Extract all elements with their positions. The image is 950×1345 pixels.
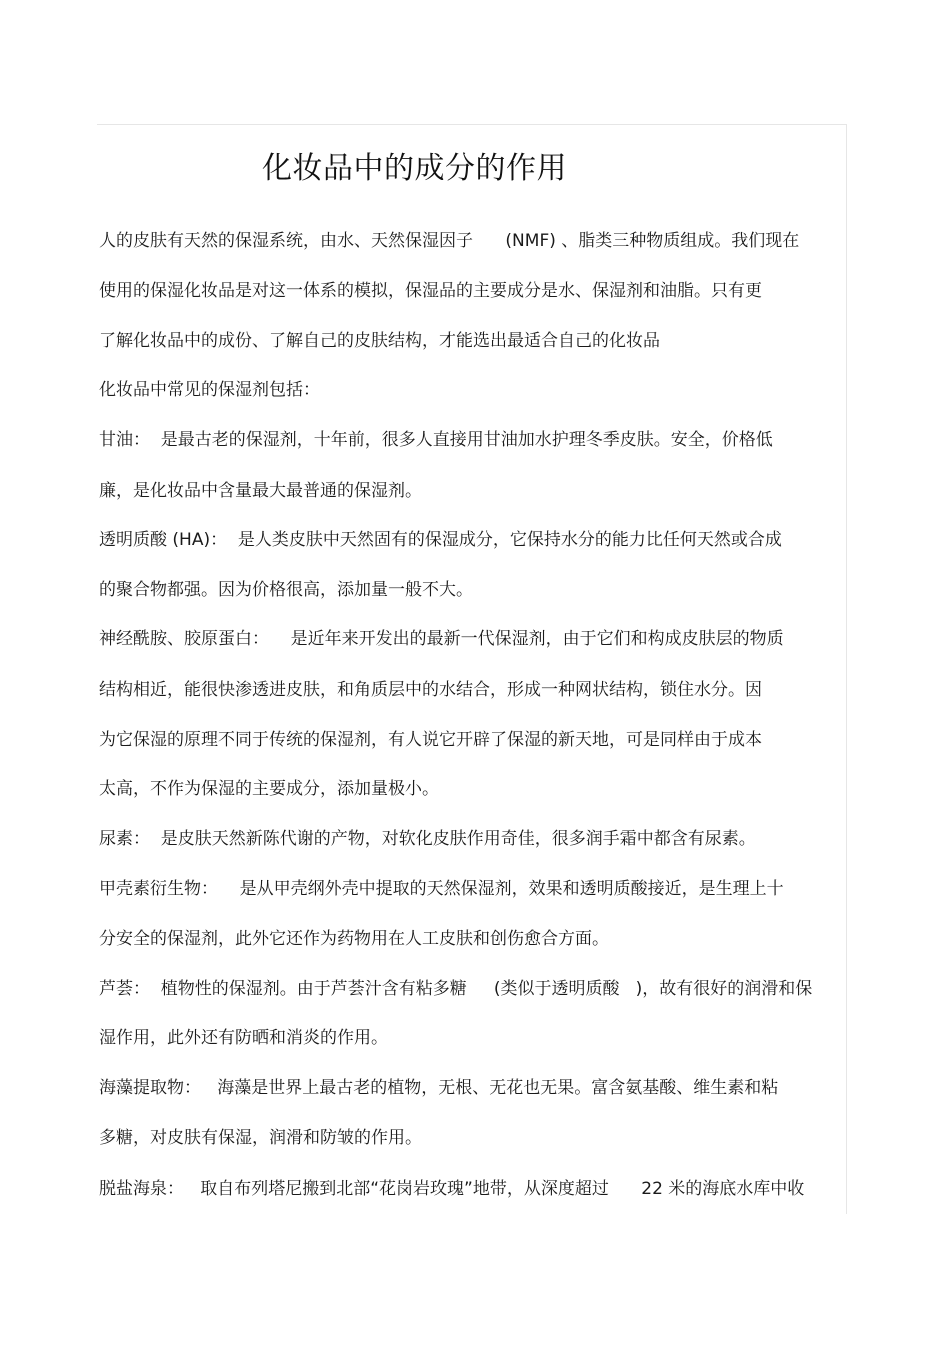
text-line: 甘油： 是最古老的保湿剂，十年前，很多人直接用甘油加水护理冬季皮肤。安全，价格低 bbox=[99, 430, 773, 450]
text-line: 脱盐海泉： 取自布列塔尼搬到北部“花岗岩玫瑰”地带，从深度超过 22 米的海底水库中收 bbox=[99, 1179, 805, 1199]
text-line: 海藻提取物： 海藻是世界上最古老的植物，无根、无花也无果。富含氨基酸、维生素和粘 bbox=[99, 1078, 779, 1098]
text-line: 结构相近，能很快渗透进皮肤，和角质层中的水结合，形成一种网状结构，锁住水分。因 bbox=[99, 680, 762, 700]
text-line: 为它保湿的原理不同于传统的保湿剂，有人说它开辟了保湿的新天地，可是同样由于成本 bbox=[99, 730, 762, 750]
text-line: 了解化妆品中的成份、了解自己的皮肤结构，才能选出最适合自己的化妆品 bbox=[99, 331, 660, 351]
text-line: 芦荟： 植物性的保湿剂。由于芦荟汁含有粘多糖 (类似于透明质酸 )，故有很好的润滑和保 bbox=[99, 979, 813, 999]
text-line: 甲壳素衍生物： 是从甲壳纲外壳中提取的天然保湿剂，效果和透明质酸接近，是生理上十 bbox=[99, 879, 784, 899]
text-line: 多糖，对皮肤有保湿，润滑和防皱的作用。 bbox=[99, 1128, 422, 1148]
text-line: 湿作用，此外还有防晒和消炎的作用。 bbox=[99, 1028, 388, 1048]
text-line: 太高，不作为保湿的主要成分，添加量极小。 bbox=[99, 779, 439, 799]
document-title: 化妆品中的成分的作用 bbox=[262, 151, 567, 186]
text-line: 分安全的保湿剂，此外它还作为药物用在人工皮肤和创伤愈合方面。 bbox=[99, 929, 609, 949]
text-line: 使用的保湿化妆品是对这一体系的模拟，保湿品的主要成分是水、保湿剂和油脂。只有更 bbox=[99, 281, 762, 301]
text-line: 廉，是化妆品中含量最大最普通的保湿剂。 bbox=[99, 481, 422, 501]
text-line: 透明质酸 (HA)： 是人类皮肤中天然固有的保湿成分，它保持水分的能力比任何天然或合成 bbox=[99, 530, 782, 550]
text-line: 神经酰胺、胶原蛋白： 是近年来开发出的最新一代保湿剂，由于它们和构成皮肤层的物质 bbox=[99, 629, 784, 649]
text-line: 的聚合物都强。因为价格很高，添加量一般不大。 bbox=[99, 580, 473, 600]
text-line: 尿素： 是皮肤天然新陈代谢的产物，对软化皮肤作用奇佳，很多润手霜中都含有尿素。 bbox=[99, 829, 756, 849]
text-line: 化妆品中常见的保湿剂包括： bbox=[99, 380, 320, 400]
text-line: 人的皮肤有天然的保湿系统，由水、天然保湿因子 (NMF) 、脂类三种物质组成。我们现在 bbox=[99, 231, 800, 251]
